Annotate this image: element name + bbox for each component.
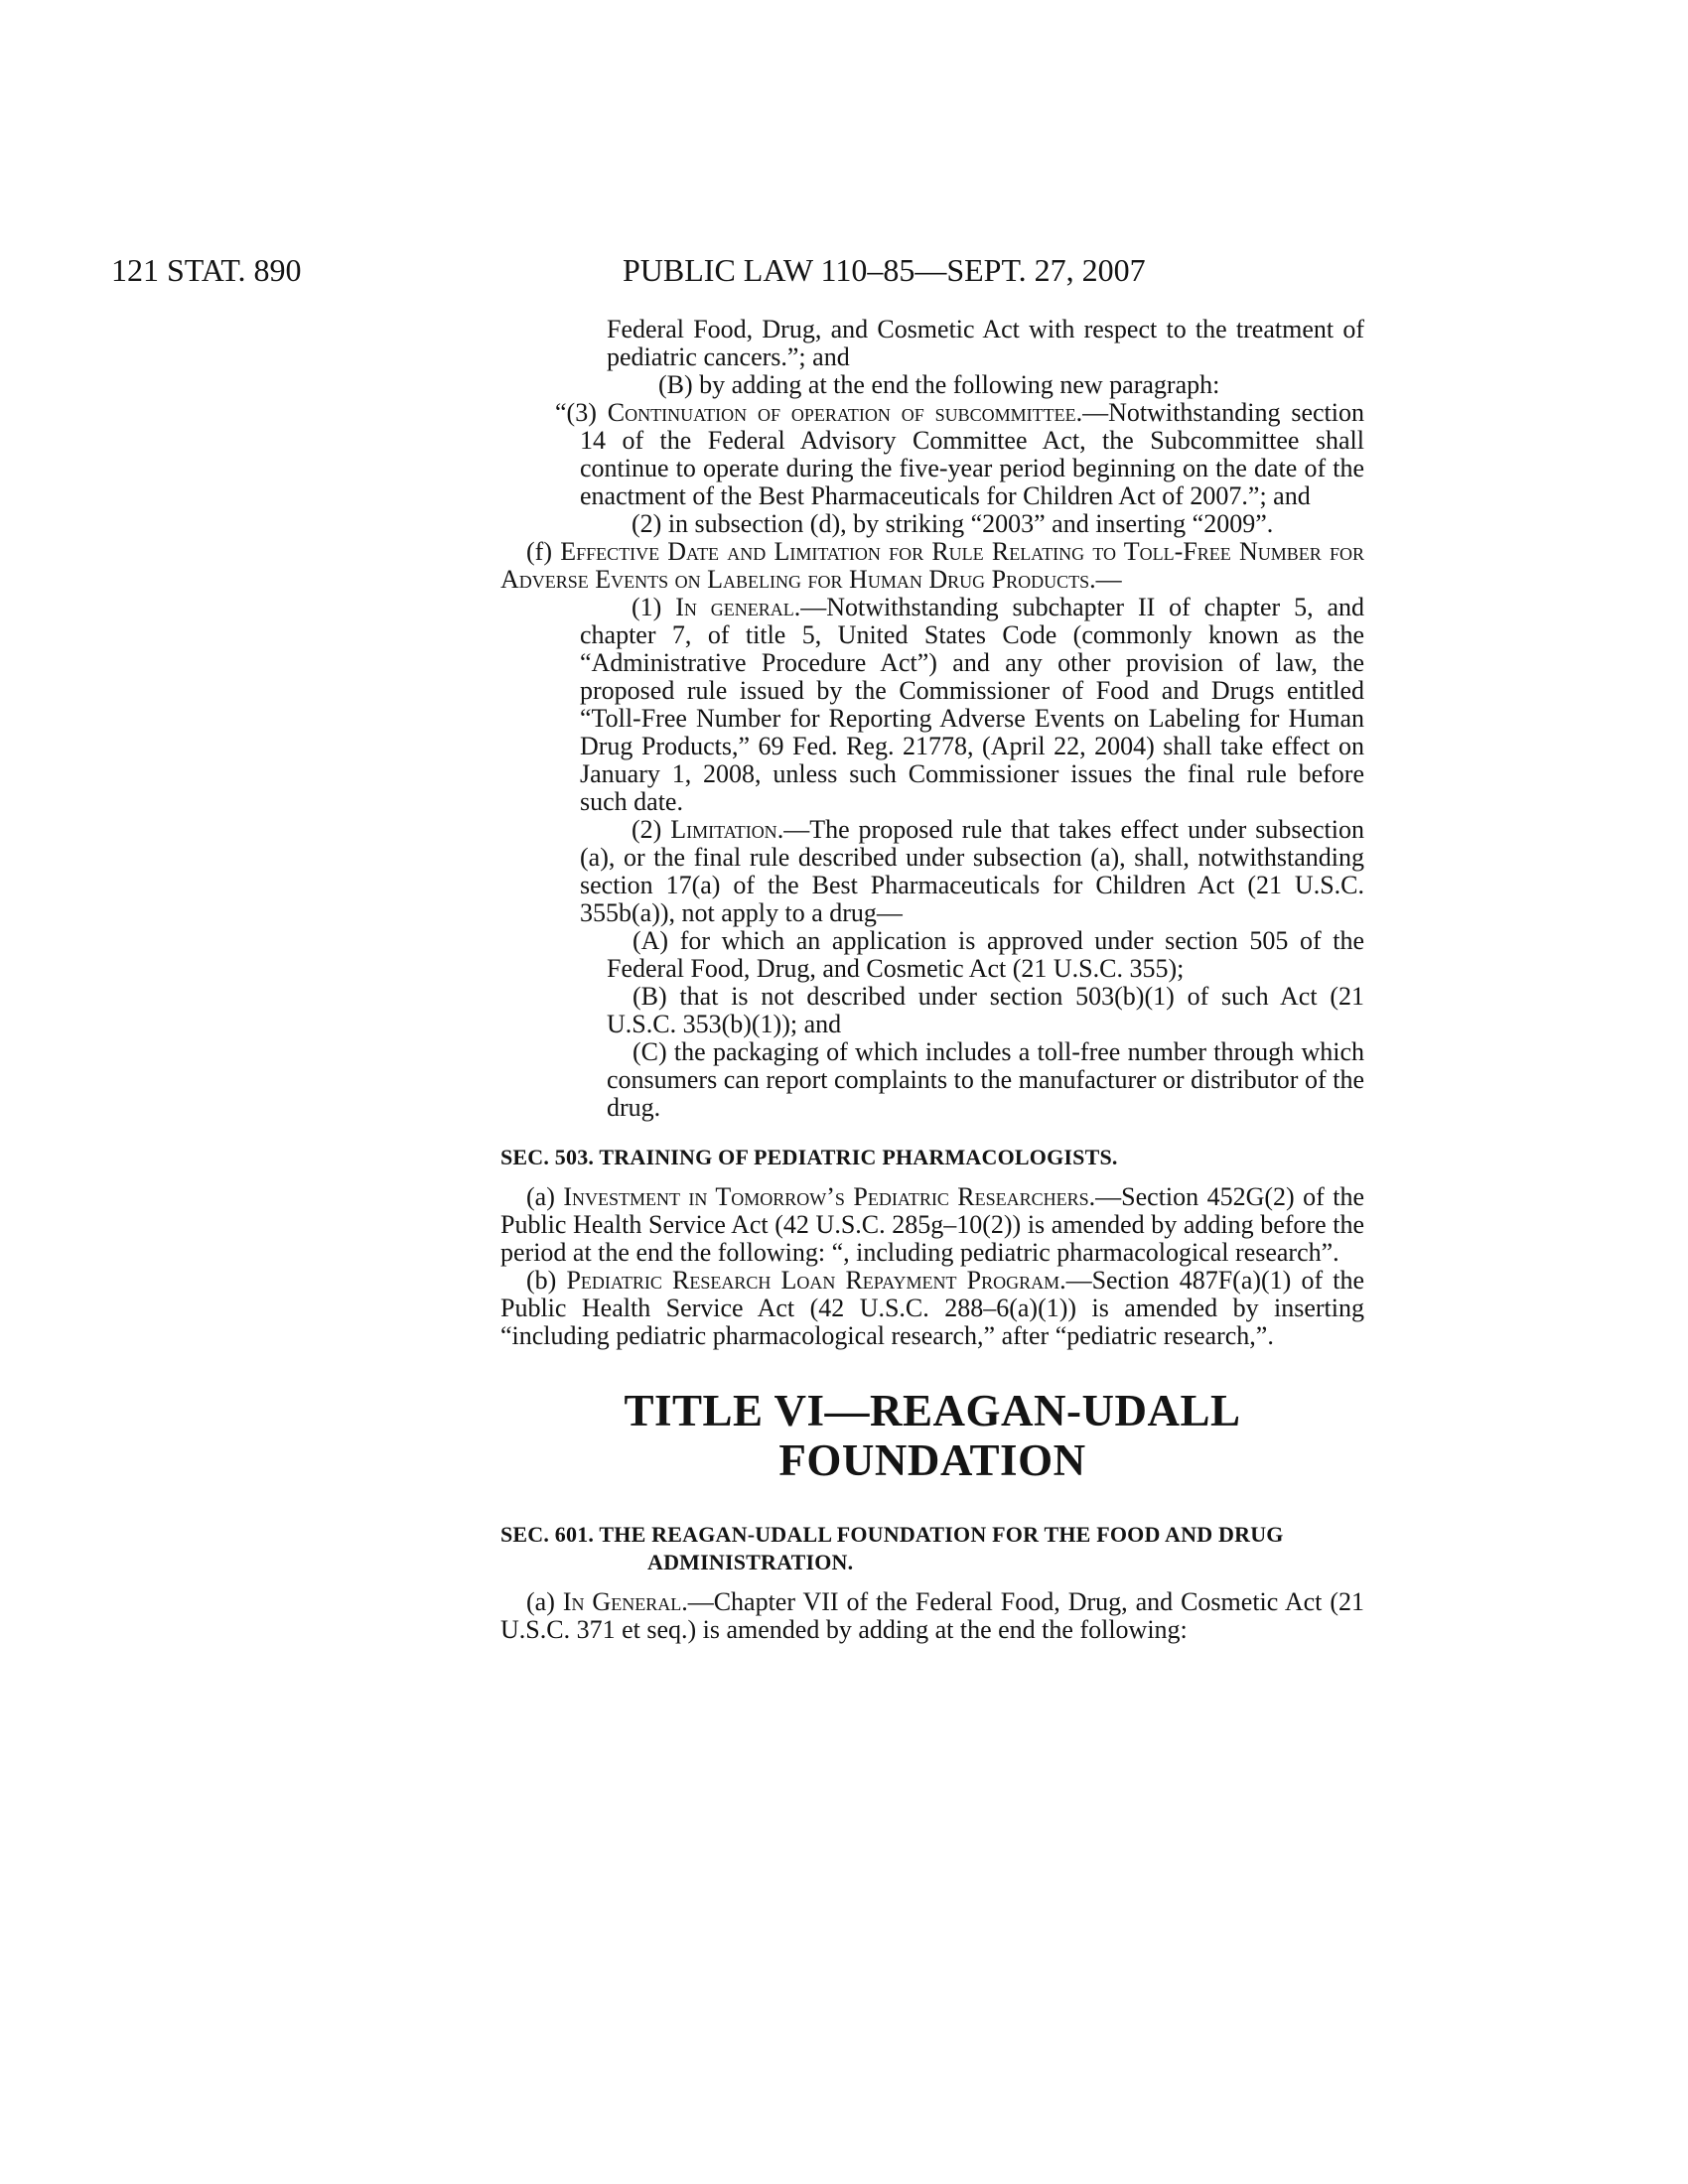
section-601-heading xyxy=(500,1521,1364,1576)
f2-heading: Limitation xyxy=(670,815,777,844)
paragraph-fB: (B) that is not described under section 503(b)(1) of such Act (21 U.S.C. 353(b)(1)); and xyxy=(607,982,1364,1038)
title-vi-line1: TITLE VI—REAGAN-UDALL xyxy=(624,1386,1241,1435)
section-503-a: (a) Investment in Tomorrow’s Pediatric Researchers.—Section 452G(2) of the Public Health Service Act (42 U.S.C. 285g–10(2)) is amended by adding before the period at the end the following: “, including pediatric pharmacological research”. xyxy=(500,1182,1364,1267)
subsection-f-heading: (f) Effective Date and Limitation for Rule Relating to Toll-Free Number for Adverse Events on Labeling for Human Drug Products.— xyxy=(500,537,1364,594)
subsection-f-title: Effective Date and Limitation for Rule Relating to Toll-Free Number for Adverse Events on Labeling for Human Drug Products xyxy=(500,537,1364,594)
paragraph-b-adding: (B) by adding at the end the following new paragraph: xyxy=(658,370,1220,399)
section-601-heading-line1: SEC. 601. THE REAGAN-UDALL FOUNDATION FOR THE FOOD AND DRUG xyxy=(500,1522,1284,1547)
running-head xyxy=(0,250,1688,290)
subcommittee-heading: Continuation of operation of subcommittee xyxy=(607,398,1076,427)
paragraph-subsection-d: (2) in subsection (d), by striking “2003” and inserting “2009”. xyxy=(632,509,1274,538)
paragraph-subcommittee: “(3) Continuation of operation of subcommittee.—Notwithstanding section 14 of the Federal Advisory Committee Act, the Subcommittee shall continue to operate during the five-year period beginning on the date of the enactment of the Best Pharmaceuticals for Children Act of 2007.”; and xyxy=(555,398,1364,510)
f1-heading: In general xyxy=(675,593,794,621)
title-vi-line2: FOUNDATION xyxy=(778,1435,1086,1485)
paragraph-f1-in-general: (1) In general.—Notwithstanding subchapter II of chapter 5, and chapter 7, of title 5, United States Code (commonly known as the “Administrative Procedure Act”) and any other provision of law, the proposed rule issued by the Commissioner of Food and Drugs entitled “Toll-Free Number for Reporting Adverse Events on Labeling for Human Drug Products,” 69 Fed. Reg. 21778, (April 22, 2004) shall take effect on January 1, 2008, unless such Commissioner issues the final rule before such date. xyxy=(580,593,1364,816)
section-503-heading: SEC. 503. TRAINING OF PEDIATRIC PHARMACOLOGISTS. xyxy=(500,1145,1118,1169)
paragraph-continuation: Federal Food, Drug, and Cosmetic Act with respect to the treatment of pediatric cancers.”; and xyxy=(607,315,1364,371)
sec601-a-heading: In General xyxy=(562,1587,682,1616)
sec503-b-heading: Pediatric Research Loan Repayment Program xyxy=(566,1266,1060,1295)
section-601-a: (a) In General.—Chapter VII of the Federal Food, Drug, and Cosmetic Act (21 U.S.C. 371 et seq.) is amended by adding at the end the following: xyxy=(500,1587,1364,1644)
page-folio: 121 STAT. 890 xyxy=(111,252,302,288)
section-601-heading-line2: ADMINISTRATION. xyxy=(647,1550,854,1574)
paragraph-fC: (C) the packaging of which includes a toll-free number through which consumers can report complaints to the manufacturer or distributor of the drug. xyxy=(607,1037,1364,1122)
body-column xyxy=(500,316,1364,1644)
sec503-a-heading: Investment in Tomorrow’s Pediatric Researchers xyxy=(563,1182,1089,1211)
law-citation-header: PUBLIC LAW 110–85—SEPT. 27, 2007 xyxy=(623,252,1146,288)
paragraph-f2-limitation: (2) Limitation.—The proposed rule that takes effect under subsection (a), or the final rule described under subsection (a), shall, notwithstanding section 17(a) of the Best Pharmaceuticals for Children Act (21 U.S.C. 355b(a)), not apply to a drug— xyxy=(580,815,1364,927)
paragraph-fA: (A) for which an application is approved under section 505 of the Federal Food, Drug, and Cosmetic Act (21 U.S.C. 355); xyxy=(607,926,1364,983)
title-vi-heading xyxy=(500,1386,1364,1485)
section-503-b: (b) Pediatric Research Loan Repayment Program.—Section 487F(a)(1) of the Public Health Service Act (42 U.S.C. 288–6(a)(1)) is amended by inserting “including pediatric pharmacological research,” after “pediatric research,”. xyxy=(500,1266,1364,1350)
